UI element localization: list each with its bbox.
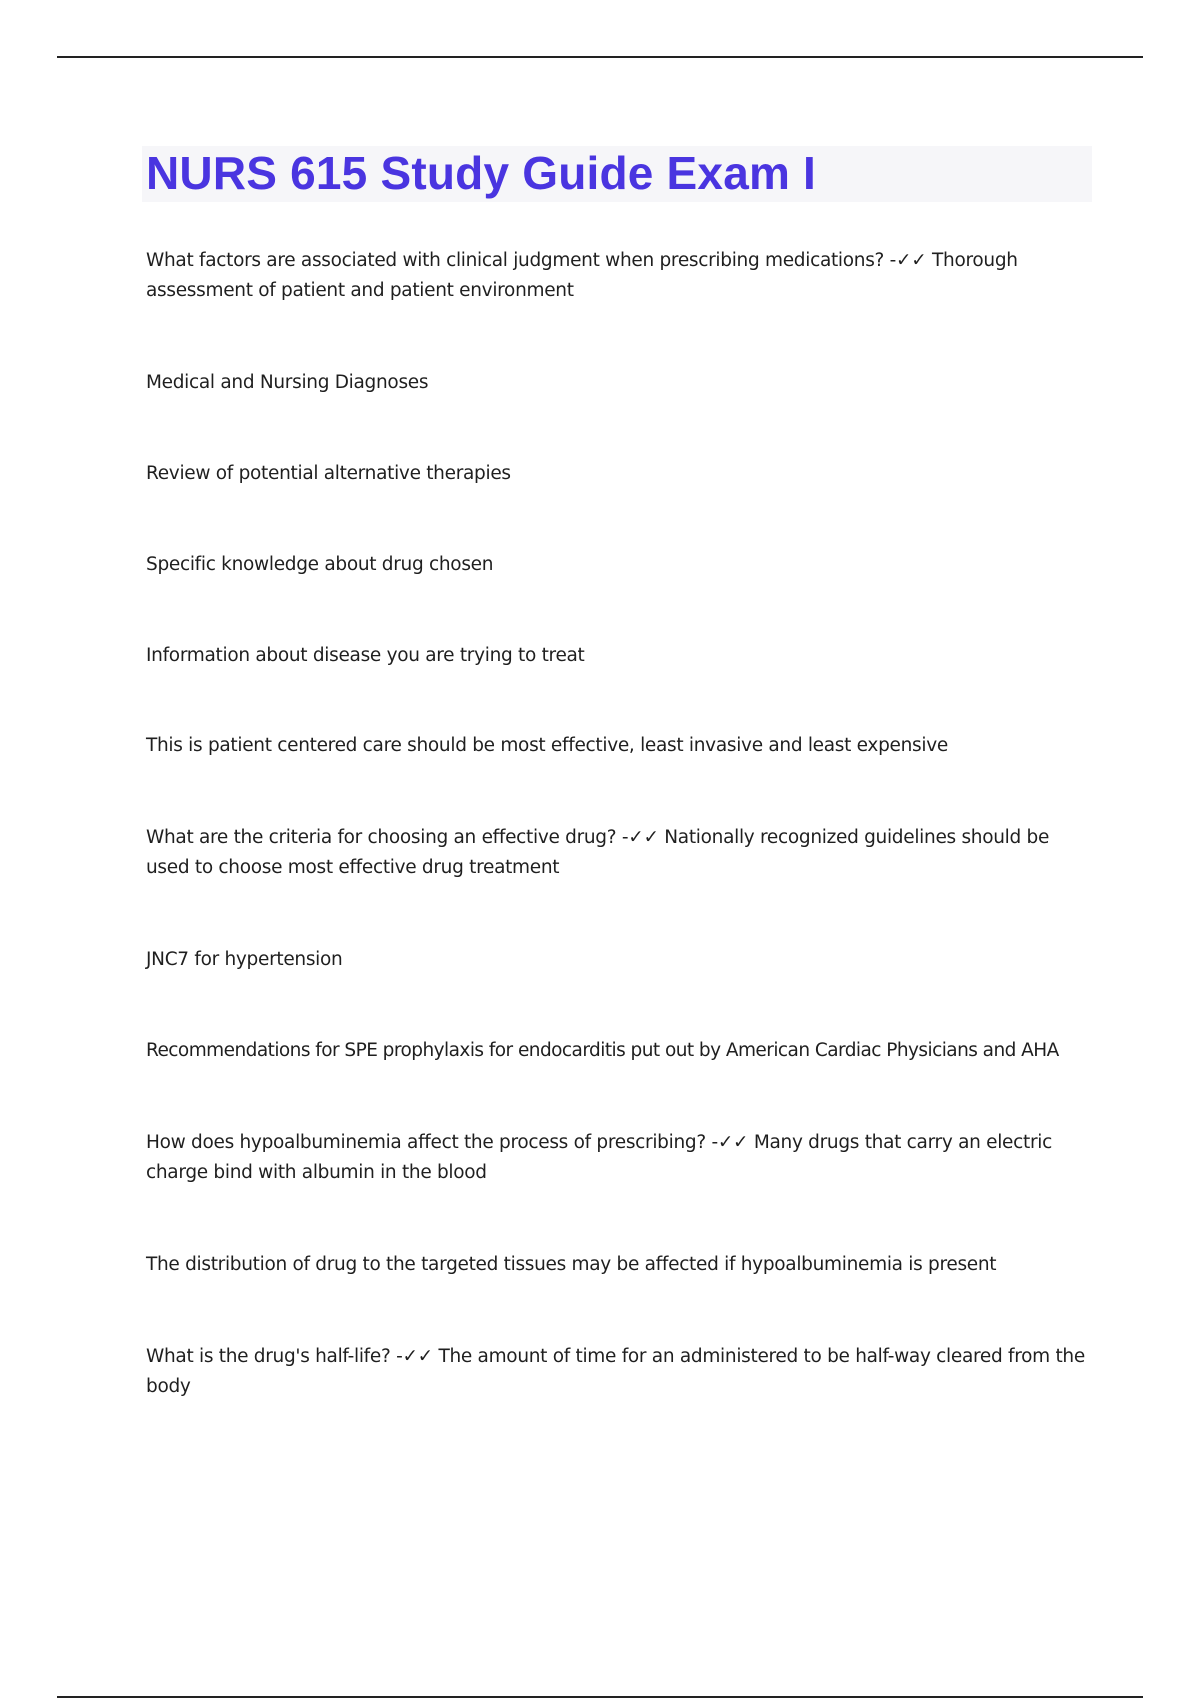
note-line: Recommendations for SPE prophylaxis for endocarditis put out by American Cardiac Physicians and AHA	[146, 1040, 1059, 1061]
question-text: What are the criteria for choosing an effective drug?	[146, 827, 617, 848]
question-text: What is the drug's half-life?	[146, 1346, 391, 1367]
qa-entry-1	[146, 246, 1086, 306]
note-line: Specific knowledge about drug chosen	[146, 554, 494, 575]
check-marker: -✓✓	[396, 1346, 433, 1367]
check-marker: -✓✓	[621, 827, 659, 848]
answer-text: Nationally recognized guidelines should be used to choose most effective drug treatment	[146, 827, 1050, 878]
question-text: How does hypoalbuminemia affect the process of prescribing?	[146, 1132, 706, 1153]
note-line: Medical and Nursing Diagnoses	[146, 372, 429, 393]
qa-entry-4	[146, 1342, 1086, 1402]
note-line: Information about disease you are trying to treat	[146, 645, 585, 666]
check-marker: -✓✓	[889, 250, 927, 271]
answer-text: The amount of time for an administered to be half-way cleared from the body	[146, 1346, 1085, 1397]
question-text: What factors are associated with clinical judgment when prescribing medications?	[146, 250, 885, 271]
note-line: The distribution of drug to the targeted tissues may be affected if hypoalbuminemia is present	[146, 1254, 997, 1275]
note-line: This is patient centered care should be most effective, least invasive and least expensive	[146, 735, 948, 756]
bottom-rule	[57, 1696, 1143, 1698]
check-marker: -✓✓	[711, 1132, 749, 1153]
note-line: JNC7 for hypertension	[146, 949, 343, 970]
note-line: Review of potential alternative therapies	[146, 463, 511, 484]
page-title: NURS 615 Study Guide Exam I	[146, 147, 817, 199]
qa-entry-2	[146, 823, 1086, 883]
answer-text: Many drugs that carry an electric charge bind with albumin in the blood	[146, 1132, 1052, 1183]
top-rule	[57, 56, 1143, 58]
qa-entry-3	[146, 1128, 1086, 1188]
answer-text: Thorough assessment of patient and patient environment	[146, 250, 1018, 301]
